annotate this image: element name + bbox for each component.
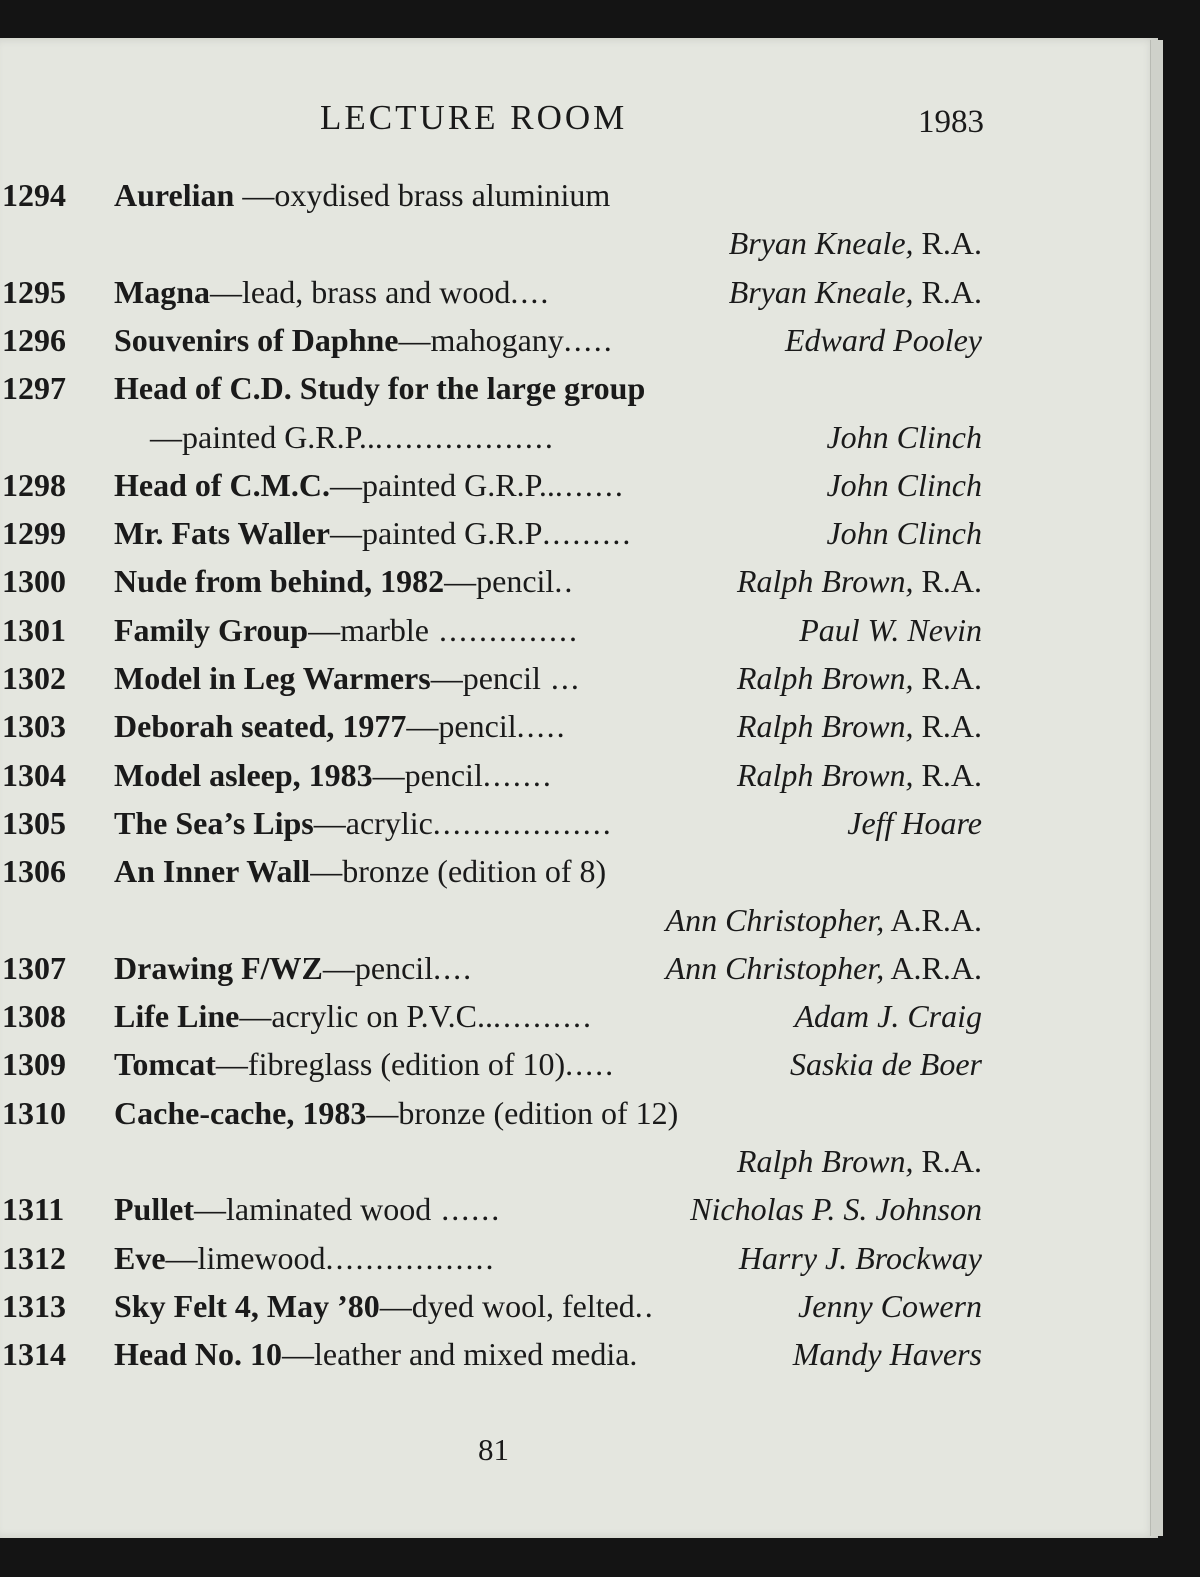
leader-dots: .... <box>433 949 474 986</box>
entry-medium: —painted G.R.P.. <box>329 466 555 503</box>
catalogue-entry <box>0 1046 990 1090</box>
entry-number: 1308 <box>2 998 66 1035</box>
leader-dots: ..... <box>563 321 614 358</box>
entry-artist <box>790 1046 982 1083</box>
entry-title-line <box>114 708 567 745</box>
artist-honour: R.A. <box>913 563 982 600</box>
entry-medium: —lead, brass and wood <box>210 273 511 310</box>
leader-dots: ......... <box>542 515 633 552</box>
entry-medium: —mahogany <box>398 321 564 358</box>
entry-number: 1296 <box>2 321 66 358</box>
entry-title-line <box>114 1046 615 1083</box>
entry-title: An Inner Wall <box>114 853 311 890</box>
entry-title-line <box>114 757 553 794</box>
artist-name: Saskia de Boer <box>790 1046 982 1083</box>
entry-title: Mr. Fats Waller <box>114 515 330 552</box>
catalogue-entry <box>0 998 990 1042</box>
catalogue-entry <box>0 1095 990 1139</box>
entry-title: Sky Felt 4, May ’80 <box>114 1287 380 1324</box>
entry-artist <box>785 322 982 359</box>
entry-title: Head of C.M.C. <box>114 466 330 503</box>
entry-number: 1313 <box>2 1287 66 1324</box>
entry-title-line <box>114 612 579 649</box>
entry-medium: —limewood <box>165 1239 326 1276</box>
entry-artist <box>847 805 982 842</box>
catalogue-entry <box>0 950 990 994</box>
entry-artist <box>737 563 982 600</box>
entry-number: 1310 <box>2 1094 66 1131</box>
entry-artist <box>690 1191 982 1228</box>
entry-title: Model in Leg Warmers <box>114 660 431 696</box>
entry-number: 1297 <box>2 370 66 407</box>
entry-artist <box>798 1288 982 1325</box>
entry-title-line <box>114 1240 496 1277</box>
artist-name: Ralph Brown, <box>736 756 914 793</box>
entry-medium: —leather and mixed media. <box>282 1336 638 1373</box>
entry-title-line <box>114 563 574 600</box>
leader-dots: .. <box>554 563 575 600</box>
entry-medium: —pencil <box>406 708 517 745</box>
entry-medium: —laminated wood <box>193 1191 432 1228</box>
entry-title: Pullet <box>114 1191 194 1228</box>
artist-name: Ann Christopher, <box>665 949 885 986</box>
artist-honour: R.A. <box>913 1143 982 1179</box>
entry-number: 1302 <box>2 660 66 696</box>
catalogue-entry <box>0 1288 990 1332</box>
catalogue-entry <box>0 902 990 946</box>
entry-medium: —pencil <box>372 756 483 793</box>
leader-dots: ....... <box>554 466 625 503</box>
catalogue-entry <box>0 757 990 801</box>
entry-medium: —bronze (edition of 8) <box>310 853 607 890</box>
artist-name: Jenny Cowern <box>798 1287 982 1324</box>
entry-title: Life Line <box>114 998 240 1035</box>
entry-title-line <box>114 660 581 697</box>
catalogue-entry <box>0 370 990 414</box>
catalogue-entry <box>0 1143 990 1187</box>
artist-name: John Clinch <box>826 418 982 455</box>
catalogue-entry <box>0 1191 990 1235</box>
artist-name: Ralph Brown, <box>736 1143 914 1179</box>
catalogue-entry <box>0 708 990 752</box>
entry-number: 1300 <box>2 563 66 600</box>
entry-title: Eve <box>114 1239 166 1276</box>
catalogue-entry <box>0 660 990 704</box>
entry-artist <box>799 612 982 649</box>
entry-artist <box>737 660 982 697</box>
artist-name: Mandy Havers <box>792 1336 982 1373</box>
leader-dots: .................. <box>432 804 613 841</box>
artist-name: Ralph Brown, <box>736 660 914 696</box>
leader-dots: .. <box>634 1287 655 1324</box>
catalogue-entry <box>0 274 990 318</box>
catalogue-entry <box>0 322 990 366</box>
entry-title: Nude from behind, 1982 <box>114 563 445 600</box>
entry-medium: —dyed wool, felted <box>379 1287 635 1324</box>
page-number: 81 <box>478 1432 509 1467</box>
entry-title-line <box>114 805 613 842</box>
catalogue-entry <box>0 467 990 511</box>
leader-dots: .............. <box>428 611 579 648</box>
entry-title: Head of C.D. Study for the large group <box>114 370 646 407</box>
artist-name: Adam J. Craig <box>794 998 982 1035</box>
entry-medium: —bronze (edition of 12) <box>366 1094 679 1131</box>
entry-number: 1311 <box>2 1191 65 1228</box>
artist-honour: R.A. <box>913 273 982 310</box>
entry-title-line <box>114 853 606 890</box>
entry-title-line <box>114 515 632 552</box>
entry-title: Drawing F/WZ <box>114 949 323 986</box>
leader-dots: .................. <box>374 418 555 455</box>
artist-name: Paul W. Nevin <box>799 611 982 648</box>
entry-title-line <box>114 1288 655 1325</box>
leader-dots: ..... <box>565 1046 616 1083</box>
leader-dots: ....... <box>482 756 553 793</box>
catalogue-entry <box>0 853 990 897</box>
artist-name: Bryan Kneale, <box>728 225 914 262</box>
artist-name: Ann Christopher, <box>665 901 885 938</box>
entry-artist <box>793 1336 982 1373</box>
artist-name: John Clinch <box>826 515 982 552</box>
artist-honour: R.A. <box>913 756 982 793</box>
entry-title-line <box>114 1336 637 1373</box>
catalogue-entry <box>0 177 990 221</box>
entry-medium: —acrylic <box>313 804 433 841</box>
catalogue-entry <box>0 419 990 463</box>
artist-honour: A.R.A. <box>884 901 982 938</box>
entry-title: Deborah seated, 1977 <box>114 708 407 745</box>
entry-title: Aurelian <box>114 177 235 213</box>
entry-medium: —oxydised brass aluminium <box>234 177 611 213</box>
artist-name: Ralph Brown, <box>736 563 914 600</box>
entry-artist <box>737 1143 982 1180</box>
entry-title-line <box>114 467 625 504</box>
entry-title-line <box>114 274 550 311</box>
artist-honour: A.R.A. <box>884 949 982 986</box>
leader-dots: .... <box>510 273 551 310</box>
entry-title: Head No. 10 <box>114 1336 282 1373</box>
entry-title: Souvenirs of Daphne <box>114 321 399 358</box>
entry-title-line <box>114 370 645 407</box>
entry-title-line <box>114 1191 501 1228</box>
entry-number: 1298 <box>2 466 66 503</box>
leader-dots: ................. <box>325 1239 496 1276</box>
entry-title-line <box>114 322 614 359</box>
entry-medium: —pencil <box>430 660 541 696</box>
entry-artist <box>737 757 982 794</box>
leader-dots: ..... <box>516 708 567 745</box>
entry-number: 1301 <box>2 611 66 648</box>
artist-honour: R.A. <box>913 708 982 745</box>
entry-artist <box>729 225 982 262</box>
entry-number: 1303 <box>2 708 66 745</box>
entry-title: Model asleep, 1983 <box>114 756 373 793</box>
entry-number: 1306 <box>2 853 66 890</box>
catalogue-entry <box>0 225 990 269</box>
artist-name: Nicholas P. S. Johnson <box>690 1191 982 1228</box>
entry-artist <box>826 467 982 504</box>
entry-artist <box>729 274 982 311</box>
entry-number: 1299 <box>2 515 66 552</box>
artist-name: Harry J. Brockway <box>738 1239 982 1276</box>
entry-title: Cache-cache, 1983 <box>114 1094 367 1131</box>
entry-number: 1304 <box>2 756 66 793</box>
entry-medium: —painted G.R.P <box>329 515 543 552</box>
entry-number: 1312 <box>2 1239 66 1276</box>
entry-medium: —marble <box>308 611 429 648</box>
entry-number: 1294 <box>2 177 66 213</box>
entry-number: 1305 <box>2 804 66 841</box>
entry-description-continued <box>150 419 555 456</box>
entry-artist <box>826 419 982 456</box>
page-year: 1983 <box>918 104 984 140</box>
entry-title: Family Group <box>114 611 309 648</box>
artist-honour: R.A. <box>913 660 982 696</box>
entry-number: 1314 <box>2 1336 66 1373</box>
entry-medium: —pencil <box>444 563 555 600</box>
leader-dots: .......... <box>492 998 593 1035</box>
catalogue-entry <box>0 1240 990 1284</box>
entry-number: 1309 <box>2 1046 66 1083</box>
entry-title: Magna <box>114 273 210 310</box>
entry-medium: —pencil <box>322 949 434 986</box>
leader-dots: ... <box>540 660 581 696</box>
catalogue-entry <box>0 515 990 559</box>
entry-medium: —fibreglass (edition of 10) <box>215 1046 566 1083</box>
entry-medium: —acrylic on P.V.C.. <box>239 998 493 1035</box>
entry-title: Tomcat <box>114 1046 216 1083</box>
entry-artist <box>826 515 982 552</box>
entry-description: —painted G.R.P.. <box>150 418 375 455</box>
entry-artist <box>794 998 982 1035</box>
entry-number: 1295 <box>2 273 66 310</box>
entry-artist <box>666 950 982 987</box>
entry-artist <box>739 1240 982 1277</box>
catalogue-entry <box>0 612 990 656</box>
artist-name: Ralph Brown, <box>736 708 914 745</box>
artist-name: Jeff Hoare <box>847 804 982 841</box>
entry-title: The Sea’s Lips <box>114 804 314 841</box>
entry-artist <box>737 708 982 745</box>
entry-title-line <box>114 998 593 1035</box>
artist-honour: R.A. <box>913 225 982 262</box>
entry-title-line <box>114 950 473 987</box>
entry-title-line <box>114 177 610 214</box>
entry-number: 1307 <box>2 949 66 986</box>
catalogue-entry <box>0 805 990 849</box>
leader-dots: ...... <box>431 1191 502 1228</box>
page-title: LECTURE ROOM <box>320 98 628 137</box>
entry-artist <box>666 902 982 939</box>
artist-name: Bryan Kneale, <box>728 273 914 310</box>
artist-name: John Clinch <box>826 466 982 503</box>
catalogue-entry <box>0 1336 990 1380</box>
artist-name: Edward Pooley <box>785 321 982 358</box>
entry-title-line <box>114 1095 678 1132</box>
catalogue-entry <box>0 563 990 607</box>
page-edge <box>1150 40 1163 1536</box>
